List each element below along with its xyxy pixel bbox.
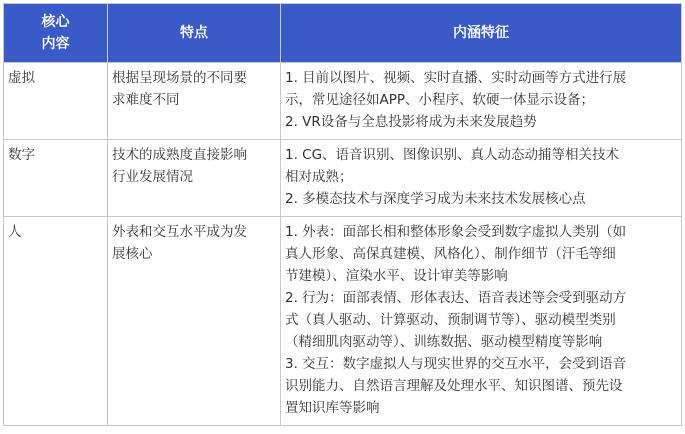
meaning-cell-line: 识别能力、自然语言理解及处理水平、知识图谱、预先设 bbox=[285, 378, 623, 394]
meaning-cell bbox=[281, 217, 682, 426]
feature-cell-line: 求难度不同 bbox=[112, 92, 180, 108]
meaning-cell-line: 2. VR设备与全息投影将成为未来发展趋势 bbox=[285, 114, 537, 130]
meaning-cell-line: 式（真人驱动、计算驱动、预制调节等）、驱动模型类别 bbox=[285, 312, 616, 328]
core-cell: 人 bbox=[4, 217, 108, 426]
table-row bbox=[4, 63, 682, 140]
meaning-cell-line: 2. 多模态技术与深度学习成为未来技术发展核心点 bbox=[285, 191, 586, 207]
header-core-line: 核心 bbox=[41, 14, 70, 30]
meaning-cell-line: 真人形象、高保真建模、风格化）、制作细节（汗毛等细 bbox=[285, 246, 616, 262]
meaning-cell-line: 3. 交互：数字虚拟人与现实世界的交互水平，会受到语音 bbox=[285, 356, 627, 372]
meaning-cell-line: 1. CG、语音识别、图像识别、真人动态动捕等相关技术 bbox=[285, 147, 620, 163]
meaning-cell bbox=[281, 140, 682, 217]
header-meaning: 内涵特征 bbox=[281, 4, 682, 63]
core-cell: 虚拟 bbox=[4, 63, 108, 140]
meaning-cell-line: 2. 行为：面部表情、形体表达、语音表述等会受到驱动方 bbox=[285, 290, 627, 306]
meaning-cell-line: 示，常见途径如APP、小程序、软硬一体显示设备； bbox=[285, 92, 595, 108]
meaning-cell-line: 1. 目前以图片、视频、实时直播、实时动画等方式进行展 bbox=[285, 70, 627, 86]
meaning-cell-line: 1. 外表：面部长相和整体形象会受到数字虚拟人类别（如 bbox=[285, 224, 627, 240]
feature-cell bbox=[108, 217, 281, 426]
meaning-cell bbox=[281, 63, 682, 140]
table-header-row bbox=[4, 4, 682, 63]
feature-cell-line: 根据呈现场景的不同要 bbox=[112, 70, 247, 86]
meaning-cell-line: 节建模）、渲染水平、设计审美等影响 bbox=[285, 268, 508, 284]
feature-cell-line: 技术的成熟度直接影响 bbox=[112, 147, 247, 163]
digital-human-table bbox=[3, 3, 682, 426]
core-cell: 数字 bbox=[4, 140, 108, 217]
meaning-cell-line: 相对成熟； bbox=[285, 169, 353, 185]
feature-cell-line: 行业发展情况 bbox=[112, 169, 193, 185]
table-row bbox=[4, 217, 682, 426]
feature-cell-line: 展核心 bbox=[112, 246, 153, 262]
feature-cell bbox=[108, 140, 281, 217]
meaning-cell-line: （精细肌肉驱动等）、训练数据、驱动模型精度等影响 bbox=[285, 334, 603, 350]
feature-cell-line: 外表和交互水平成为发 bbox=[112, 224, 247, 240]
header-core-content bbox=[4, 4, 108, 63]
table-row bbox=[4, 140, 682, 217]
feature-cell bbox=[108, 63, 281, 140]
header-core-line: 内容 bbox=[41, 36, 70, 52]
meaning-cell-line: 置知识库等影响 bbox=[285, 400, 380, 416]
header-feature: 特点 bbox=[108, 4, 281, 63]
